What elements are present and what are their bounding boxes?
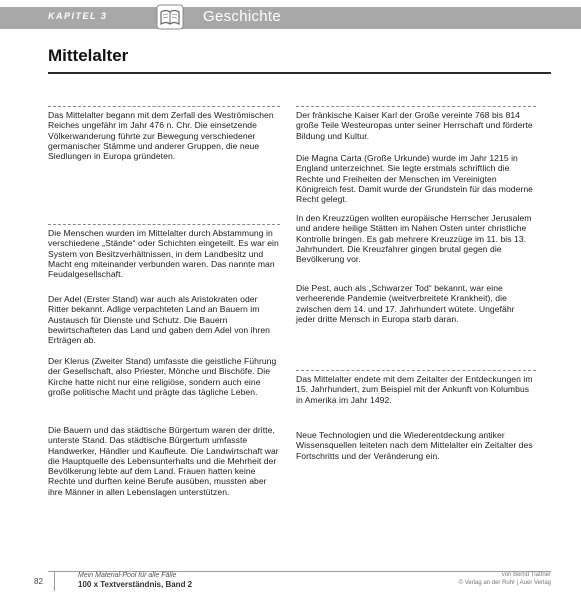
- paragraph: Der Klerus (Zweiter Stand) umfasste die geistliche Führung der Gesellschaft, also Priester, Mönche und Bischöfe. Die Kirche hatte nicht nur eine religiöse, sondern auch eine große politische Macht und prägte das tägliche Leben.: [48, 356, 277, 397]
- paragraph: Das Mittelalter endete mit dem Zeitalter der Entdeckungen im 15. Jahrhundert, zum Beispiel mit der Ankunft von Kolumbus in Amerika im Jahr 1492.: [296, 374, 533, 405]
- paragraph: In den Kreuzzügen wollten europäische Herrscher Jerusalem und andere heilige Stätten im Nahen Osten unter christliche Kontrolle bringen. Es gab mehrere Kreuzzüge im 11. bis 13. Jahrhundert. Die Kreuzfahrer gingen brutal gegen die Bevölkerung vor.: [296, 213, 532, 265]
- paragraph: Der fränkische Kaiser Karl der Große vereinte 768 bis 814 große Teile Westeuropas unter seiner Herrschaft und förderte Bildung und Kultur.: [296, 110, 533, 141]
- paragraph: Die Pest, auch als „Schwarzer Tod“ bekannt, war eine verheerende Pandemie (weitverbreitete Krankheit), die zwischen dem 14. und 17. Jahrhundert wütete. Ungefähr jeder dritte Mensch in Europa starb daran.: [296, 283, 515, 324]
- divider: [296, 106, 536, 107]
- paragraph: Der Adel (Erster Stand) war auch als Aristokraten oder Ritter bekannt. Adlige verpachteten Land an Bauern im Austausch für Dienste und Schutz. Die Bauern bewirtschafteten das Land und gaben dem Adel von ihren Erträgen ab.: [48, 294, 270, 346]
- credit-line: von Bernd Tlattner: [501, 572, 551, 578]
- chapter-label: KAPITEL 3: [48, 11, 108, 21]
- paragraph: Neue Technologien und die Wiederentdeckung antiker Wissensquellen leiteten nach dem Mittelalter ein Zeitalter des Fortschritts und der Veränderung ein.: [296, 430, 533, 461]
- footer-series: Mein Material-Pool für alle Fälle: [78, 572, 177, 579]
- paragraph: Das Mittelalter begann mit dem Zerfall des Weströmischen Reiches ungefähr im Jahr 476 n. Chr. Die einsetzende Völkerwanderung führte zur Bewegung verschiedener germanischer Stämme und anderer Gruppen, die neue Siedlungen in Europa gründeten.: [48, 110, 274, 162]
- section-title: Geschichte: [203, 8, 282, 25]
- page-header: [0, 0, 581, 36]
- paragraph: Die Bauern und das städtische Bürgertum waren der dritte, unterste Stand. Das städtische Bürgertum umfasste Handwerker, Händler und Kaufleute. Die Landwirtschaft war die Hauptquelle des Lebensunterhalts und die Mehrheit der Bevölkerung lebte auf dem Land. Frauen hatten keine Rechte und durften keine Berufe ausüben, mussten aber ihre Männer in allen Lebenslagen unterstützen.: [48, 425, 279, 497]
- page-number: 82: [34, 577, 43, 586]
- paragraph: Die Magna Carta (Große Urkunde) wurde im Jahr 1215 in England unterzeichnet. Sie legte erstmals schriftlich die Rechte und Freiheiten der Menschen im Vereinigten Königreich fest. Damit wurde der Grundstein für das moderne Recht gelegt.: [296, 153, 534, 205]
- title-divider: [48, 72, 551, 74]
- footer-book-title: 100 x Textverständnis, Band 2: [78, 580, 193, 589]
- footer-credit: [459, 572, 551, 587]
- page-title: Mittelalter: [48, 46, 129, 65]
- divider: [48, 224, 280, 225]
- credit-line: © Verlag an der Ruhr | Auer Verlag: [458, 579, 551, 586]
- divider: [48, 106, 280, 107]
- divider: [296, 370, 536, 371]
- paragraph: Die Menschen wurden im Mittelalter durch Abstammung in verschiedene „Stände“ oder Schichten eingeteilt. Es war ein System von Besitzverhältnissen, in dem Landbesitz und Macht eng miteinander verbunden waren. Das nannte man Feudalgesellschaft.: [48, 228, 279, 280]
- open-book-icon: [156, 4, 184, 30]
- footer-separator: [54, 571, 55, 591]
